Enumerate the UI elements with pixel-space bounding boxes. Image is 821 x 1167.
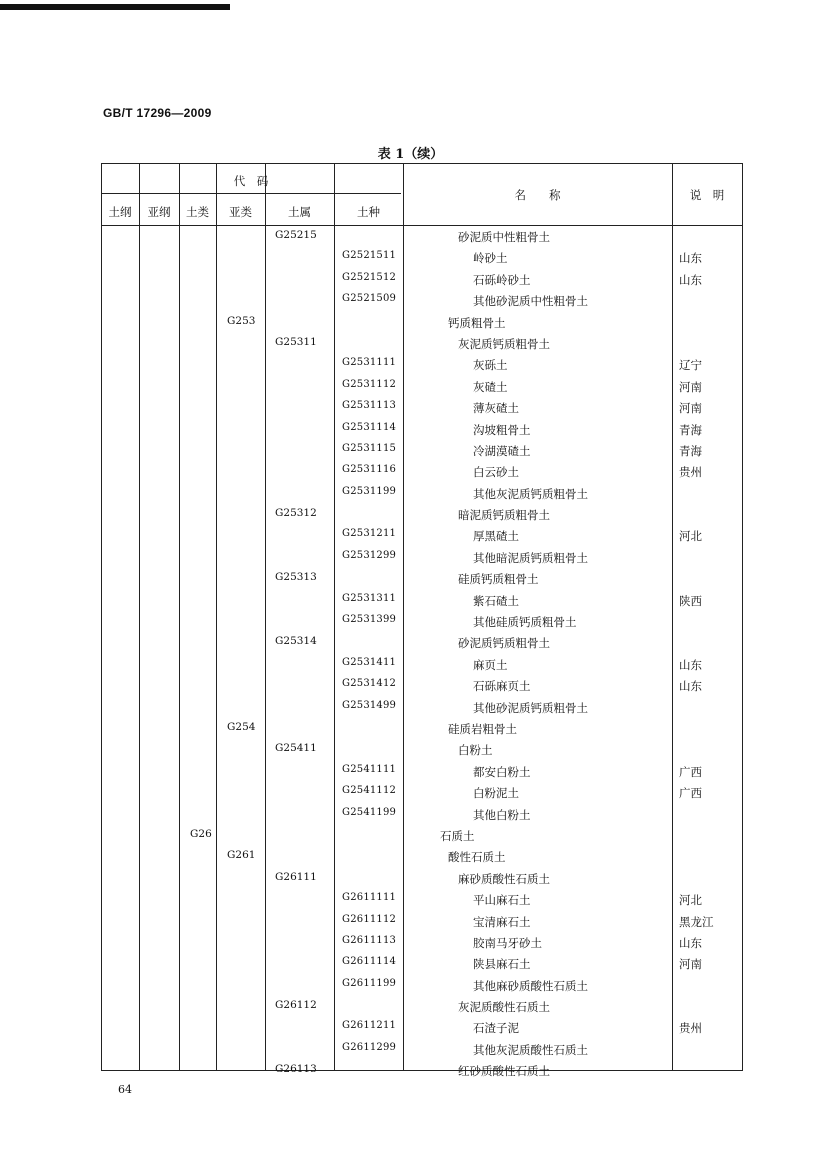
table-row — [101, 376, 743, 397]
cell-name: 都安白粉土 — [473, 764, 531, 779]
cell-tuzhong: G2611112 — [342, 913, 397, 925]
cell-note: 河南 — [679, 379, 702, 394]
table-row — [101, 525, 743, 546]
cell-name: 灰泥质酸性石质土 — [458, 1000, 550, 1015]
table-row — [101, 632, 743, 653]
cell-note: 广西 — [679, 764, 702, 779]
cell-note: 辽宁 — [679, 358, 702, 373]
cell-name: 酸性石质土 — [448, 850, 506, 865]
cell-name: 硅质岩粗骨土 — [448, 721, 517, 736]
header-daima: 代 码 — [233, 174, 269, 188]
cell-name: 灰碴土 — [473, 379, 508, 394]
cell-tulei: G26 — [190, 827, 212, 840]
cell-tuzhong: G2611299 — [342, 1041, 397, 1053]
table-row — [101, 953, 743, 974]
cell-note: 山东 — [679, 679, 702, 694]
cell-name: 石质土 — [440, 828, 475, 843]
header-yalei: 亚类 — [229, 205, 252, 219]
cell-tushu: G25312 — [275, 507, 317, 520]
cell-tuzhong: G2611113 — [342, 934, 397, 946]
table-row — [101, 440, 743, 461]
cell-tushu: G25311 — [275, 335, 317, 348]
cell-name: 其他硅质钙质粗骨土 — [473, 615, 577, 630]
cell-tuzhong: G2521512 — [342, 271, 397, 283]
cell-tuzhong: G2521509 — [342, 293, 397, 305]
cell-name: 其他暗泥质钙质粗骨土 — [473, 550, 588, 565]
cell-name: 白粉泥土 — [473, 786, 519, 801]
cell-name: 胶南马牙砂土 — [473, 935, 542, 950]
cell-note: 河北 — [679, 529, 702, 544]
header-tushu: 土属 — [288, 205, 311, 219]
cell-note: 山东 — [679, 935, 702, 950]
cell-note: 贵州 — [679, 465, 702, 480]
cell-tushu: G25215 — [275, 229, 317, 241]
cell-name: 麻砂质酸性石质土 — [458, 871, 550, 886]
cell-note: 广西 — [679, 786, 702, 801]
cell-name: 其他麻砂质酸性石质土 — [473, 978, 588, 993]
cell-tuzhong: G2611111 — [342, 892, 397, 904]
cell-tuzhong: G2531112 — [342, 378, 397, 390]
cell-name: 紫石碴土 — [473, 593, 519, 608]
cell-name: 厚黑碴土 — [473, 529, 519, 544]
cell-tuzhong: G2531211 — [342, 528, 397, 540]
table-row — [101, 1060, 743, 1081]
cell-note: 陕西 — [679, 593, 702, 608]
cell-tuzhong: G2531299 — [342, 549, 397, 561]
cell-tushu: G25411 — [275, 742, 317, 755]
table-row — [101, 611, 743, 632]
cell-name: 其他砂泥质钙质粗骨土 — [473, 700, 588, 715]
table-row — [101, 590, 743, 611]
table-row — [101, 932, 743, 953]
cell-tuzhong: G2531311 — [342, 592, 397, 604]
table-row — [101, 846, 743, 867]
table-row — [101, 226, 743, 247]
cell-tushu: G26112 — [275, 999, 317, 1012]
table-row — [101, 461, 743, 482]
table-row — [101, 675, 743, 696]
table-row — [101, 804, 743, 825]
soil-classification-table — [101, 163, 743, 1079]
cell-yalei: G253 — [227, 314, 256, 327]
cell-name: 其他灰泥质钙质粗骨土 — [473, 486, 588, 501]
cell-name: 石砾麻页土 — [473, 679, 531, 694]
table-row — [101, 290, 743, 311]
table-row — [101, 911, 743, 932]
cell-name: 石渣子泥 — [473, 1021, 519, 1036]
page-number: 64 — [118, 1083, 132, 1096]
table-row — [101, 547, 743, 568]
cell-tuzhong: G2611114 — [342, 956, 397, 968]
cell-name: 宝清麻石土 — [473, 914, 531, 929]
table-row — [101, 333, 743, 354]
cell-tushu: G26111 — [275, 870, 317, 883]
cell-name: 陕县麻石土 — [473, 957, 531, 972]
cell-note: 河南 — [679, 401, 702, 416]
cell-name: 红砂质酸性石质土 — [458, 1064, 550, 1079]
table-row — [101, 697, 743, 718]
cell-tuzhong: G2531411 — [342, 656, 397, 668]
table-row — [101, 247, 743, 268]
standard-number: GB/T 17296—2009 — [103, 106, 212, 120]
cell-name: 岭砂土 — [473, 251, 508, 266]
header-tugang: 土纲 — [108, 205, 132, 219]
cell-note: 贵州 — [679, 1021, 702, 1036]
cell-name: 砂泥质中性粗骨土 — [458, 230, 550, 244]
header-mingcheng: 名 称 — [514, 188, 561, 202]
cell-tuzhong: G2531116 — [342, 464, 397, 476]
cell-name: 冷湖漠碴土 — [473, 443, 531, 458]
table-caption: 表 1（续） — [377, 147, 444, 162]
table-row — [101, 996, 743, 1017]
cell-name: 薄灰碴土 — [473, 401, 519, 416]
cell-note: 河北 — [679, 893, 702, 908]
cell-tushu: G26113 — [275, 1063, 317, 1076]
table-top-border — [101, 163, 743, 164]
cell-note: 黑龙江 — [679, 914, 714, 929]
cell-tuzhong: G2531115 — [342, 442, 397, 454]
table-row — [101, 825, 743, 846]
table-row — [101, 568, 743, 589]
cell-tuzhong: G2531114 — [342, 421, 397, 433]
table-row — [101, 718, 743, 739]
table-row — [101, 739, 743, 760]
cell-tuzhong: G2611211 — [342, 1020, 397, 1032]
cell-tuzhong: G2531199 — [342, 485, 397, 497]
cell-note: 山东 — [679, 251, 702, 266]
header-tuzhong: 土种 — [357, 205, 380, 219]
cell-name: 石砾岭砂土 — [473, 272, 531, 287]
table-row — [101, 761, 743, 782]
cell-name: 其他白粉土 — [473, 807, 531, 822]
cell-tuzhong: G2531412 — [342, 678, 397, 690]
cell-name: 沟坡粗骨土 — [473, 422, 531, 437]
cell-name: 灰泥质钙质粗骨土 — [458, 336, 550, 351]
cell-tuzhong: G2531499 — [342, 699, 397, 711]
table-row — [101, 889, 743, 910]
cell-name: 白粉土 — [458, 743, 493, 758]
header-tulei: 土类 — [186, 205, 209, 219]
header-mid-line — [101, 193, 401, 194]
table-row — [101, 483, 743, 504]
cell-name: 其他砂泥质中性粗骨土 — [473, 294, 588, 309]
table-row — [101, 269, 743, 290]
header-yagang: 亚纲 — [147, 205, 171, 219]
top-black-bar — [0, 4, 230, 10]
cell-name: 平山麻石土 — [473, 893, 531, 908]
header-shuoming: 说 明 — [689, 188, 725, 202]
table-row — [101, 782, 743, 803]
table-row — [101, 504, 743, 525]
table-row — [101, 419, 743, 440]
cell-name: 麻页土 — [473, 657, 508, 672]
table-row — [101, 354, 743, 375]
cell-note: 河南 — [679, 957, 702, 972]
cell-tuzhong: G2521511 — [342, 250, 397, 262]
cell-note: 山东 — [679, 272, 702, 287]
table-row — [101, 1039, 743, 1060]
cell-name: 灰砾土 — [473, 358, 508, 373]
cell-tuzhong: G2531399 — [342, 614, 397, 626]
cell-tuzhong: G2531111 — [342, 357, 397, 369]
cell-name: 硅质钙质粗骨土 — [458, 572, 539, 587]
cell-tuzhong: G2541112 — [342, 785, 397, 797]
cell-yalei: G261 — [227, 849, 256, 862]
cell-name: 砂泥质钙质粗骨土 — [458, 636, 550, 651]
cell-tuzhong: G2541111 — [342, 763, 397, 775]
cell-tushu: G25314 — [275, 635, 317, 648]
table-body — [101, 226, 743, 1082]
cell-tuzhong: G2611199 — [342, 977, 397, 989]
table-row — [101, 975, 743, 996]
cell-name: 白云砂土 — [473, 465, 519, 480]
cell-name: 钙质粗骨土 — [448, 315, 506, 330]
table-row — [101, 654, 743, 675]
table-row — [101, 1017, 743, 1038]
cell-name: 其他灰泥质酸性石质土 — [473, 1042, 588, 1057]
table-row — [101, 312, 743, 333]
cell-tuzhong: G2531113 — [342, 400, 397, 412]
cell-note: 青海 — [679, 443, 702, 458]
cell-note: 山东 — [679, 657, 702, 672]
table-row — [101, 868, 743, 889]
cell-tushu: G25313 — [275, 571, 317, 584]
table-row — [101, 397, 743, 418]
cell-tuzhong: G2541199 — [342, 806, 397, 818]
cell-name: 暗泥质钙质粗骨土 — [458, 508, 550, 523]
cell-note: 青海 — [679, 422, 702, 437]
cell-yalei: G254 — [227, 720, 256, 733]
